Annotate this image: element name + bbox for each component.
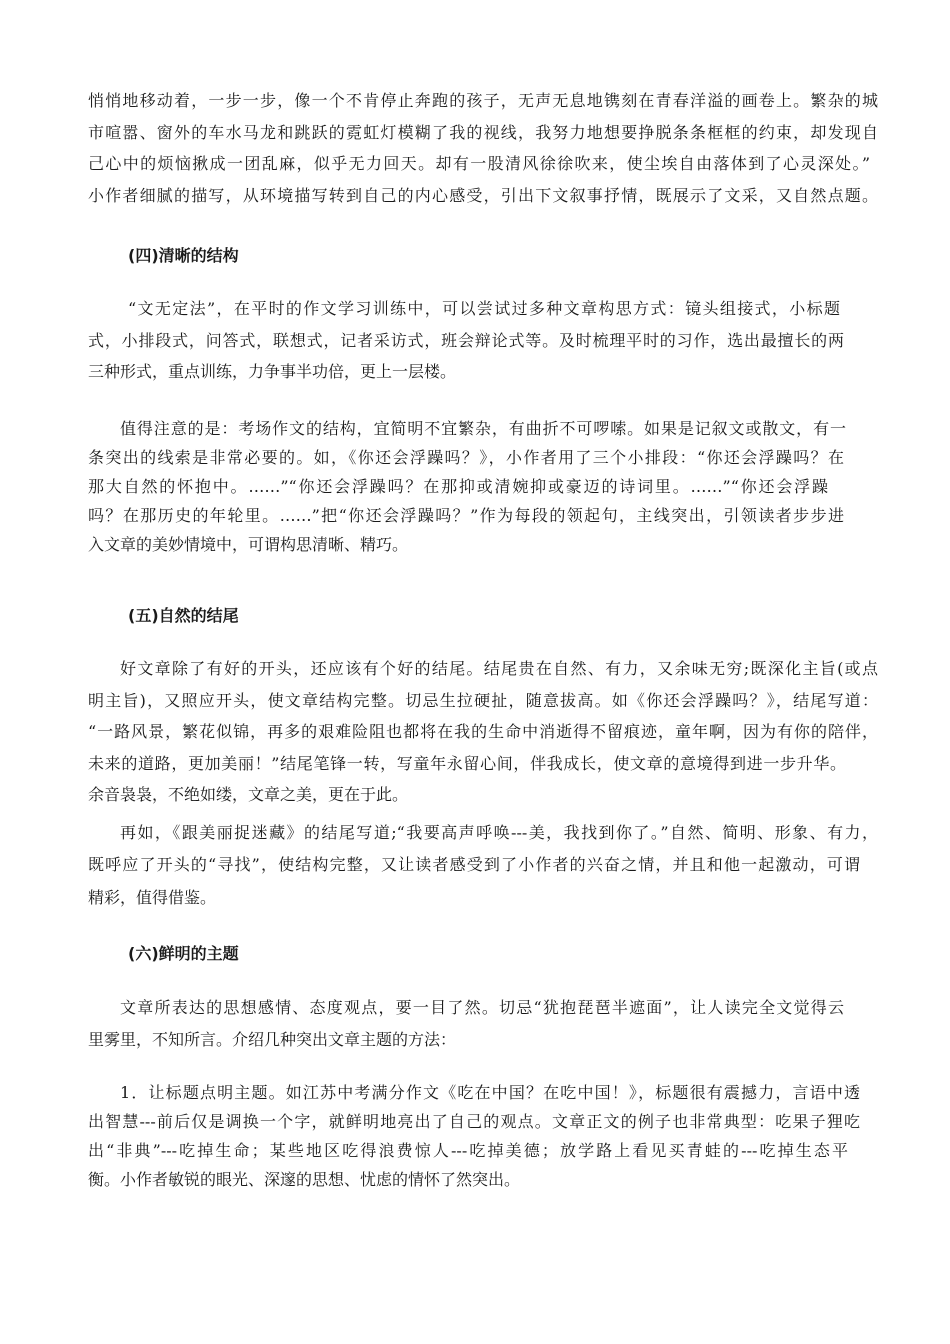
text-line: 余音袅袅，不绝如缕，文章之美，更在于此。 bbox=[88, 785, 409, 804]
text-line: 1．让标题点明主题。如江苏中考满分作文《吃在中国？在吃中国！》，标题很有震撼力，言语中透 bbox=[120, 1083, 860, 1102]
section6-paragraph-1 bbox=[88, 992, 878, 1055]
text-line: 文章所表达的思想感情、态度观点，要一目了然。切忌“犹抱琵琶半遮面”，让人读完全文觉得云 bbox=[120, 998, 844, 1017]
text-line: 市喧嚣、窗外的车水马龙和跳跃的霓虹灯模糊了我的视线，我努力地想要挣脱条条框框的约束，却发现自 bbox=[88, 122, 878, 142]
text-line: 未来的道路，更加美丽！”结尾笔锋一转，写童年永留心间，伴我成长，使文章的意境得到进一步升华。 bbox=[88, 753, 846, 773]
text-line: 再如，《跟美丽捉迷藏》的结尾写道;“我要高声呼唤---美，我找到你了。”自然、简明、形象、有力， bbox=[120, 823, 878, 842]
text-line: 里雾里，不知所言。介绍几种突出文章主题的方法： bbox=[88, 1029, 457, 1049]
text-line: 精彩，值得借鉴。 bbox=[88, 887, 217, 907]
text-line: 条突出的线索是非常必要的。如，《你还会浮躁吗？》，小作者用了三个小排段：“你还会浮躁吗？在 bbox=[88, 448, 844, 467]
text-line: 衡。小作者敏锐的眼光、深邃的思想、忧虑的情怀了然突出。 bbox=[88, 1170, 521, 1189]
text-line: 小作者细腻的描写，从环境描写转到自己的内心感受，引出下文叙事抒情，既展示了文采，又自然点题。 bbox=[88, 185, 878, 205]
section-heading-structure: (四)清晰的结构 bbox=[128, 246, 239, 265]
text-line: “一路风景，繁花似锦，再多的艰难险阻也都将在我的生命中消逝得不留痕迹，童年啊，因为有你的陪伴， bbox=[88, 722, 878, 741]
section5-paragraph-2 bbox=[88, 817, 878, 914]
section-heading-ending: (五)自然的结尾 bbox=[128, 606, 239, 625]
text-line: 值得注意的是：考场作文的结构，宜简明不宜繁杂，有曲折不可啰嗦。如果是记叙文或散文，有一 bbox=[120, 419, 846, 438]
text-line: 那大自然的怀抱中。……”“你还会浮躁吗？在那抑或清婉抑或豪迈的诗词里。……”“你还会浮躁 bbox=[88, 477, 828, 496]
text-line: 入文章的美妙情境中，可谓构思清晰、精巧。 bbox=[88, 535, 409, 554]
section4-paragraph-2 bbox=[88, 414, 878, 559]
text-line: 出“非典”---吃掉生命；某些地区吃得浪费惊人---吃掉美德；放学路上看见买青蛙的---吃掉生态平 bbox=[88, 1141, 848, 1160]
text-line: 吗？在那历史的年轮里。……”把“你还会浮躁吗？”作为每段的领起句，主线突出，引领读者步步进 bbox=[88, 506, 844, 525]
text-line: 好文章除了有好的开头，还应该有个好的结尾。结尾贵在自然、有力，又余味无穷;既深化主旨(或点 bbox=[120, 659, 878, 678]
section6-paragraph-2 bbox=[88, 1078, 878, 1194]
text-line: 明主旨)，又照应开头，使文章结构完整。切忌生拉硬扯，随意拔高。如《你还会浮躁吗？》，结尾写道： bbox=[88, 690, 878, 710]
text-line: 出智慧---前后仅是调换一个字，就鲜明地亮出了自己的观点。文章正文的例子也非常典型：吃果子狸吃 bbox=[88, 1112, 860, 1131]
text-line: 悄悄地移动着，一步一步，像一个不肯停止奔跑的孩子，无声无息地镌刻在青春洋溢的画卷上。繁杂的城 bbox=[88, 91, 878, 110]
text-line: 三种形式，重点训练，力争事半功倍，更上一层楼。 bbox=[88, 362, 457, 381]
section4-paragraph-1 bbox=[88, 293, 878, 388]
text-line: “文无定法”，在平时的作文学习训练中，可以尝试过多种文章构思方式：镜头组接式，小标题 bbox=[128, 299, 840, 318]
text-line: 式，小排段式，问答式，联想式，记者采访式，班会辩论式等。及时梳理平时的习作，选出最擅长的两 bbox=[88, 330, 844, 350]
intro-paragraph bbox=[88, 85, 878, 211]
section-heading-theme: (六)鲜明的主题 bbox=[128, 944, 239, 963]
section5-paragraph-1 bbox=[88, 653, 878, 811]
text-line: 既呼应了开头的“寻找”，使结构完整，又让读者感受到了小作者的兴奋之情，并且和他一起激动，可谓 bbox=[88, 855, 860, 875]
text-line: 己心中的烦恼揪成一团乱麻，似乎无力回天。却有一股清风徐徐吹来，使尘埃自由落体到了心灵深处。” bbox=[88, 154, 870, 173]
